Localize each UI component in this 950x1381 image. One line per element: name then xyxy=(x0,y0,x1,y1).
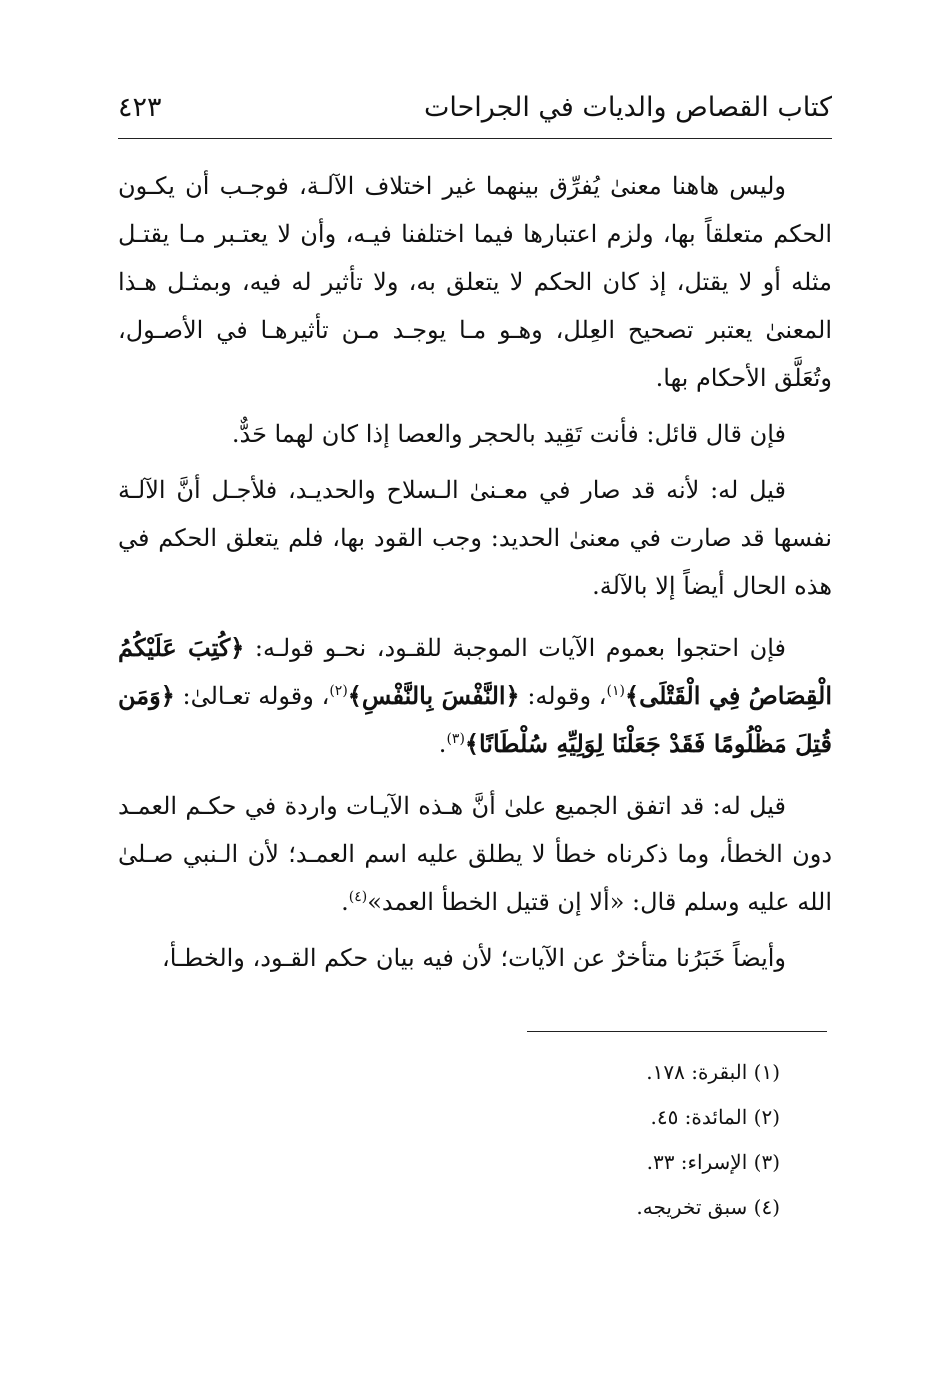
paragraph-4 xyxy=(118,624,832,768)
paragraph-5 xyxy=(118,782,832,926)
footnote-1: (١) البقرة: ١٧٨. xyxy=(646,1060,780,1084)
paragraph-6: وأيضاً خَبَرُنا متأخرٌ عن الآيات؛ لأن فيه بيان حكم القـود، والخطـأ، xyxy=(162,944,786,972)
paragraph-4-text-4: . xyxy=(438,730,447,758)
page-number: ٤٢٣ xyxy=(118,92,162,123)
paragraph-4-text-1: فإن احتجوا بعموم الآيات الموجبة للقـود، نحـو قولـه: xyxy=(244,634,786,662)
footnote-ref-4: (٤) xyxy=(348,889,368,905)
paragraph-3: قيل له: لأنه قد صار في معـنىٰ الـسلاح والحديـد، فلأجـل أنَّ الآلـة نفسها قد صارت في معنىٰ الحديد: وجب القود بها، فلم يتعلق الحكم في هذه الحال أيضاً إلا بالآلة. xyxy=(118,476,832,600)
footnote-ref-3: (٣) xyxy=(446,731,465,747)
paragraph-5-text-2: . xyxy=(341,888,349,916)
footnote-4: (٤) سبق تخريجه. xyxy=(636,1195,780,1219)
paragraph-4-text-2: ، وقوله: xyxy=(519,682,607,710)
footnote-2: (٢) المائدة: ٤٥. xyxy=(650,1105,780,1129)
running-title: كتاب القصاص والديات في الجراحات xyxy=(423,92,832,123)
paragraph-2: فإن قال قائل: فأنت تَقِيد بالحجر والعصا إذا كان لهما حَدٌّ. xyxy=(231,420,786,448)
quran-verse-2: ﴿النَّفْسَ بِالنَّفْسِ﴾ xyxy=(347,681,520,710)
main-text xyxy=(118,162,832,982)
paragraph-5-text-1: قيل له: قد اتفق الجميع علىٰ أنَّ هـذه الآيـات واردة في حكـم العمـد دون الخطأ، وما ذكرناه خطأ لا يطلق عليه اسم العمـد؛ لأن الـنبي صـلىٰ الله عليه وسلم قال: «ألا إن قتيل الخطأ العمد» xyxy=(118,792,832,916)
footnotes xyxy=(118,1050,780,1230)
paragraph-4-text-3: ، وقوله تعـالىٰ: xyxy=(174,682,330,710)
footnote-ref-2: (٢) xyxy=(329,683,348,699)
footnote-ref-1: (١) xyxy=(606,683,625,699)
page-header xyxy=(118,88,832,134)
quran-verse-3: ﴿وَمَن قُتِلَ مَظْلُومًا فَقَدْ جَعَلْنَا لِوَلِيِّهِ سُلْطَانًا﴾ xyxy=(118,681,832,758)
footnote-divider xyxy=(527,1031,827,1032)
paragraph-1: وليس هاهنا معنىٰ يُفرِّق بينهما غير اختلاف الآلـة، فوجـب أن يكـون الحكم متعلقاً بها، ولزم اعتبارها فيما اختلفنا فيـه، وأن لا يعتـبر مـا يقتـل مثله أو لا يقتل، إذ كان الحكم لا يتعلق به، ولا تأثير له فيه، وبمثـل هـذا المعنىٰ يعتبر تصحيح العِلل، وهـو مـا يوجـد مـن تأثيرهـا في الأصـول، وتُعَلَّق الأحكام بها. xyxy=(118,172,832,392)
quran-verse-1: ﴿كُتِبَ عَلَيْكُمُ الْقِصَاصُ فِي الْقَتْلَى﴾ xyxy=(118,633,832,710)
header-divider xyxy=(118,138,832,139)
footnote-3: (٣) الإسراء: ٣٣. xyxy=(646,1150,780,1174)
